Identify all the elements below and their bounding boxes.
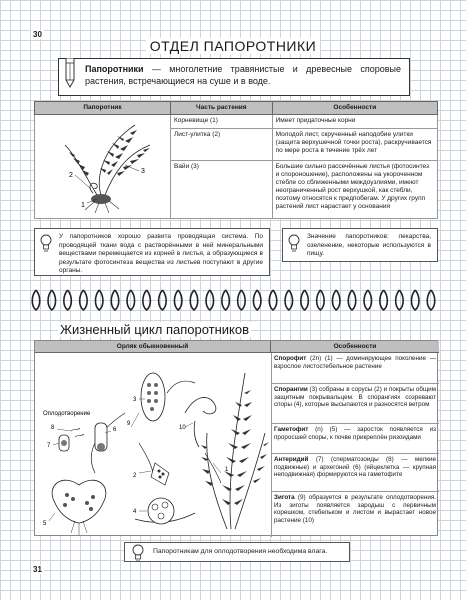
table-header: Особенности [272, 102, 437, 115]
stage-zygote: Зигота (9) образуется в результате оплодотворения. Из зиготы появляется зародыш с первичным корешком, стебельком и листом и вырастает новое растение (10) [271, 491, 439, 537]
cycle-label: 1 [225, 467, 229, 473]
pencil-icon [64, 58, 76, 88]
cycle-label: 8 [51, 425, 55, 431]
lifecycle-head-right: Особенности [271, 341, 439, 353]
binding-ring [206, 290, 214, 310]
definition-term: Папоротники [85, 64, 144, 74]
binding-ring [64, 290, 72, 310]
binding-ring [301, 290, 309, 310]
cycle-label: 10 [179, 425, 186, 431]
cycle-label: 3 [133, 397, 137, 403]
binding-ring [238, 290, 246, 310]
binding-ring [380, 290, 388, 310]
page-number-top: 30 [33, 30, 42, 39]
binding-ring [32, 290, 40, 310]
binding-ring [348, 290, 356, 310]
fern-label: 1 [81, 202, 85, 209]
binding-ring [396, 290, 404, 310]
stage-antheridium: Антеридий (7) (сперматозоиды (8) — мелкие подвижные) и архегоний (6) (яйцеклетка — крупная неподвижная) формируются на гаметофите [271, 453, 439, 491]
cycle-label: 7 [47, 443, 51, 449]
binding-ring [143, 290, 151, 310]
binding-ring [222, 290, 230, 310]
binding-ring [253, 290, 261, 310]
table-row [35, 115, 438, 129]
table-cell: Лист-улитка (2) [170, 129, 272, 161]
spiral-binding-icon [30, 286, 440, 314]
binding-ring [95, 290, 103, 310]
binding-ring [411, 290, 419, 310]
stage-sporophyte: Спорофит (2n) (1) — доминирующее поколение — взрослое листостебельное растение [274, 355, 436, 370]
stage-gametophyte: Гаметофит (n) (5) — заросток появляется из проросшей споры, к почве прикреплён ризоидами [271, 423, 439, 453]
lifecycle-title: Жизненный цикл папоротников [60, 322, 250, 337]
cycle-label: 4 [133, 509, 137, 515]
fern-illustration-cell [35, 115, 171, 219]
stage-sporangia: Спорангии (3) собраны в сорусы (2) и покрыты общим защитным покрывальцем. В спорангиях созревают споры (4), которые высыпаются и разносятся ветром [271, 383, 439, 423]
binding-ring [269, 290, 277, 310]
page-number-bottom: 31 [33, 565, 42, 574]
binding-ring [127, 290, 135, 310]
definition-text: — многолетние травянистые и древесные споровые растения, встречающиеся на суше и в воде. [85, 64, 401, 86]
lifecycle-table [34, 340, 438, 536]
fern-label: 2 [69, 172, 73, 179]
table-cell: Молодой лист, скрученный наподобие улитки (защита верхушечной точки роста), раскручивается по мере роста в течение трёх лет [272, 129, 437, 161]
binding-ring [317, 290, 325, 310]
table-header: Часть растения [170, 102, 272, 115]
structure-table [34, 101, 438, 219]
binding-ring [427, 290, 435, 310]
cycle-label: 2 [133, 473, 137, 479]
lightbulb-icon [132, 544, 144, 562]
table-header: Папоротник [35, 102, 171, 115]
cycle-label: 5 [43, 521, 47, 527]
binding-ring [159, 290, 167, 310]
fertilization-label: Оплодотворение [43, 411, 91, 417]
fern-illustration [35, 115, 169, 215]
lifecycle-diagram [35, 353, 271, 537]
bottom-note: Папоротникам для оплодотворения необходима влага. [124, 542, 350, 562]
binding-ring [111, 290, 119, 310]
page-title: ОТДЕЛ ПАПОРОТНИКИ [0, 38, 466, 54]
table-cell: Имеет придаточные корни [272, 115, 437, 129]
binding-ring [190, 290, 198, 310]
definition-box [58, 58, 410, 96]
table-cell: Вайи (3) [170, 160, 272, 218]
binding-ring [285, 290, 293, 310]
info-box-importance: Значение папоротников: лекарства, озеленение, некоторые используются в пищу. [282, 228, 438, 262]
table-cell: Большие сильно рассечённые листья (фотосинтез и спороношение), расположены на укороченном стебле со сближенными междоузлиями, имеют неограниченный рост верхушкой, как стебли, поэтому относятся к предпобегам. У других групп растений лист нарастает у основания [272, 160, 437, 218]
binding-ring [174, 290, 182, 310]
cycle-label: 6 [113, 427, 117, 433]
info-box-conduction: У папоротников хорошо развита проводящая система. По проводящей ткани вода с растворёнными в ней минеральными веществами перемещается из корней в листья, а образующиеся в результате фотосинтеза вещества из листьев поступают в другие органы. [34, 228, 270, 276]
binding-ring [364, 290, 372, 310]
table-cell: Корневище (1) [170, 115, 272, 129]
cycle-label: 9 [127, 421, 131, 427]
lightbulb-icon [288, 234, 300, 252]
binding-ring [332, 290, 340, 310]
fern-label: 3 [141, 168, 145, 175]
lifecycle-head-left: Орляк обыкновенный [35, 341, 271, 353]
binding-ring [80, 290, 88, 310]
binding-ring [48, 290, 56, 310]
lightbulb-icon [40, 234, 52, 252]
